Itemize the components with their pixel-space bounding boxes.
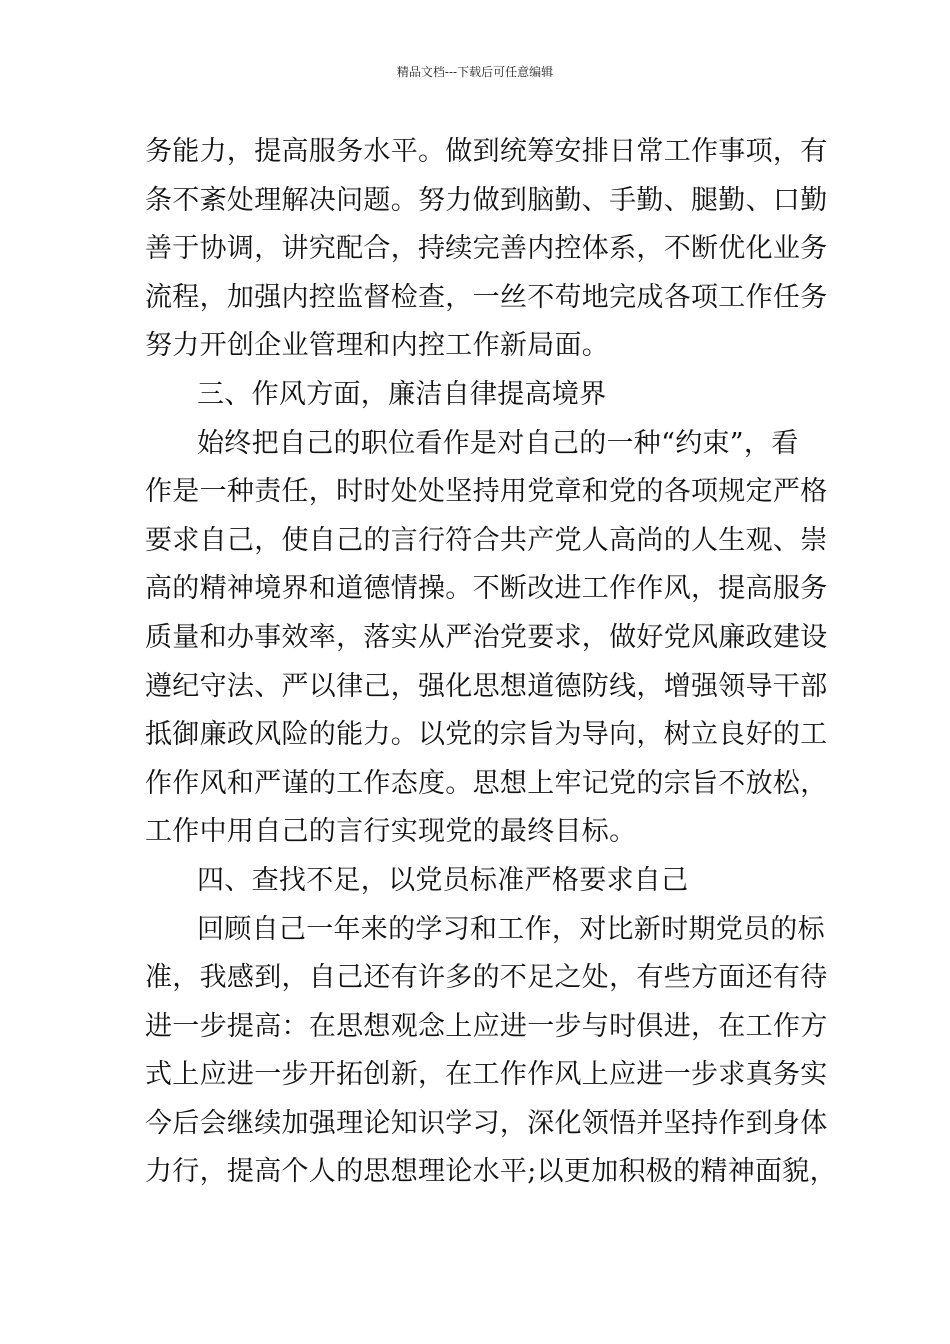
- text-line: 今后会继续加强理论知识学习，深化领悟并坚持作到身体: [145, 1107, 828, 1139]
- text-line: 准，我感到，自己还有许多的不足之处，有些方面还有待: [145, 962, 828, 994]
- text-line: 流程，加强内控监督检查，一丝不苟地完成各项工作任务: [145, 281, 828, 313]
- text-line: 进一步提高：在思想观念上应进一步与时俱进，在工作方: [145, 1010, 828, 1042]
- text-line: 始终把自己的职位看作是对自己的一种“约束”，看: [197, 427, 799, 459]
- page-header: 精品文档---下载后可任意编辑: [396, 65, 554, 79]
- text-line: 四、查找不足，以党员标准严格要求自己: [197, 864, 689, 896]
- text-line: 三、作风方面，廉洁自律提高境界: [197, 378, 607, 410]
- text-line: 善于协调，讲究配合，持续完善内控体系，不断优化业务: [145, 233, 828, 265]
- text-line: 高的精神境界和道德情操。不断改进工作作风，提高服务: [145, 573, 828, 605]
- text-line: 遵纪守法、严以律己，强化思想道德防线，增强领导干部: [145, 670, 828, 702]
- document-body: [145, 128, 837, 1197]
- text-line: 质量和办事效率，落实从严治党要求，做好党风廉政建设: [145, 621, 828, 653]
- text-line: 努力开创企业管理和内控工作新局面。: [145, 330, 610, 362]
- text-line: 抵御廉政风险的能力。以党的宗旨为导向，树立良好的工: [145, 719, 828, 751]
- text-line: 式上应进一步开拓创新，在工作作风上应进一步求真务实: [145, 1059, 828, 1091]
- text-line: 要求自己，使自己的言行符合共产党人高尚的人生观、崇: [145, 524, 828, 556]
- text-line: 力行，提高个人的思想理论水平;以更加积极的精神面貌，: [145, 1156, 837, 1188]
- text-line: 回顾自己一年来的学习和工作，对比新时期党员的标: [197, 913, 825, 945]
- text-line: 工作中用自己的言行实现党的最终目标。: [145, 816, 637, 848]
- text-line: 务能力，提高服务水平。做到统筹安排日常工作事项，有: [145, 136, 828, 167]
- text-line: 作作风和严谨的工作态度。思想上牢记党的宗旨不放松，: [145, 767, 828, 799]
- text-line: 条不紊处理解决问题。努力做到脑勤、手勤、腿勤、口勤: [145, 184, 828, 216]
- text-line: 作是一种责任，时时处处坚持用党章和党的各项规定严格: [145, 476, 828, 508]
